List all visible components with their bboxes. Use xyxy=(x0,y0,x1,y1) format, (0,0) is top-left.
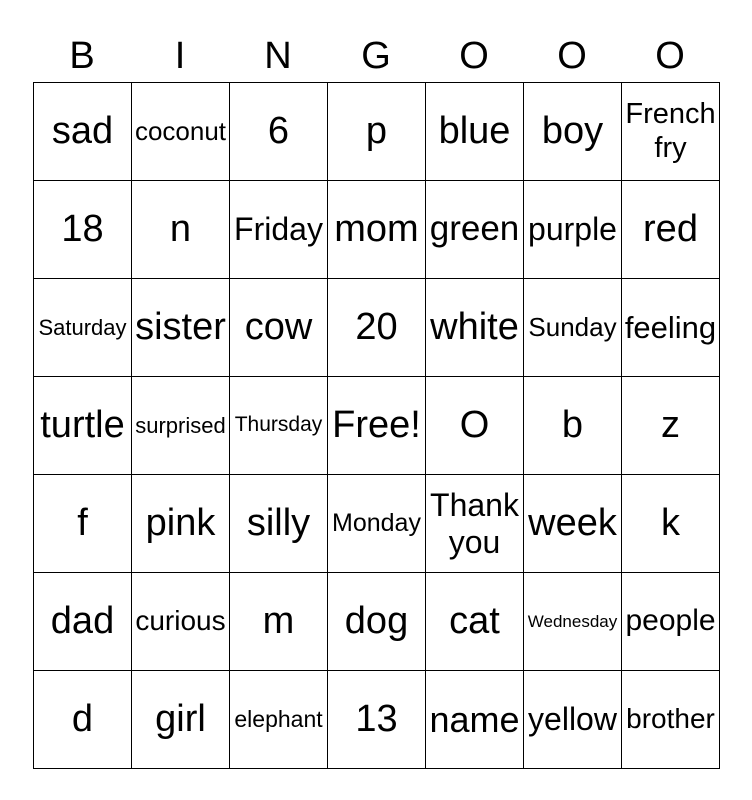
bingo-cell[interactable]: people xyxy=(622,573,720,671)
bingo-cell[interactable]: Thank you xyxy=(426,475,524,573)
bingo-grid xyxy=(33,82,720,769)
bingo-cell[interactable]: silly xyxy=(230,475,328,573)
header-letter: O xyxy=(557,35,587,77)
bingo-cell[interactable]: French fry xyxy=(622,83,720,181)
bingo-cell[interactable]: m xyxy=(230,573,328,671)
bingo-cell[interactable]: purple xyxy=(524,181,622,279)
bingo-cell[interactable]: boy xyxy=(524,83,622,181)
header-letter: O xyxy=(655,35,685,77)
bingo-cell[interactable]: cow xyxy=(230,279,328,377)
bingo-cell[interactable]: O xyxy=(426,377,524,475)
header-letter: G xyxy=(361,35,391,77)
bingo-cell[interactable]: name xyxy=(426,671,524,769)
bingo-cell[interactable]: Saturday xyxy=(34,279,132,377)
bingo-cell[interactable]: elephant xyxy=(230,671,328,769)
bingo-cell[interactable]: dog xyxy=(328,573,426,671)
bingo-cell[interactable]: dad xyxy=(34,573,132,671)
bingo-cell[interactable]: mom xyxy=(328,181,426,279)
bingo-cell[interactable]: b xyxy=(524,377,622,475)
bingo-cell[interactable]: turtle xyxy=(34,377,132,475)
bingo-card xyxy=(33,30,719,769)
bingo-cell[interactable]: Friday xyxy=(230,181,328,279)
header-letter: O xyxy=(459,35,489,77)
bingo-cell[interactable]: surprised xyxy=(132,377,230,475)
bingo-cell[interactable]: f xyxy=(34,475,132,573)
bingo-header xyxy=(33,30,719,82)
bingo-cell[interactable]: yellow xyxy=(524,671,622,769)
bingo-cell[interactable]: coconut xyxy=(132,83,230,181)
bingo-cell[interactable]: curious xyxy=(132,573,230,671)
bingo-cell[interactable]: k xyxy=(622,475,720,573)
free-space-cell[interactable]: Free! xyxy=(328,377,426,475)
bingo-cell[interactable]: sad xyxy=(34,83,132,181)
header-letter: B xyxy=(69,35,95,77)
bingo-cell[interactable]: feeling xyxy=(622,279,720,377)
bingo-cell[interactable]: 20 xyxy=(328,279,426,377)
bingo-cell[interactable]: 6 xyxy=(230,83,328,181)
bingo-cell[interactable]: green xyxy=(426,181,524,279)
bingo-cell[interactable]: d xyxy=(34,671,132,769)
bingo-cell[interactable]: Sunday xyxy=(524,279,622,377)
bingo-cell[interactable]: cat xyxy=(426,573,524,671)
bingo-cell[interactable]: 13 xyxy=(328,671,426,769)
bingo-cell[interactable]: Wednesday xyxy=(524,573,622,671)
bingo-cell[interactable]: Monday xyxy=(328,475,426,573)
header-letter: I xyxy=(174,35,186,77)
bingo-cell[interactable]: p xyxy=(328,83,426,181)
bingo-cell[interactable]: white xyxy=(426,279,524,377)
bingo-cell[interactable]: 18 xyxy=(34,181,132,279)
bingo-cell[interactable]: Thursday xyxy=(230,377,328,475)
bingo-cell[interactable]: pink xyxy=(132,475,230,573)
bingo-cell[interactable]: brother xyxy=(622,671,720,769)
bingo-cell[interactable]: girl xyxy=(132,671,230,769)
bingo-cell[interactable]: week xyxy=(524,475,622,573)
bingo-cell[interactable]: blue xyxy=(426,83,524,181)
header-letter: N xyxy=(264,35,292,77)
bingo-cell[interactable]: n xyxy=(132,181,230,279)
bingo-cell[interactable]: sister xyxy=(132,279,230,377)
bingo-cell[interactable]: z xyxy=(622,377,720,475)
bingo-cell[interactable]: red xyxy=(622,181,720,279)
